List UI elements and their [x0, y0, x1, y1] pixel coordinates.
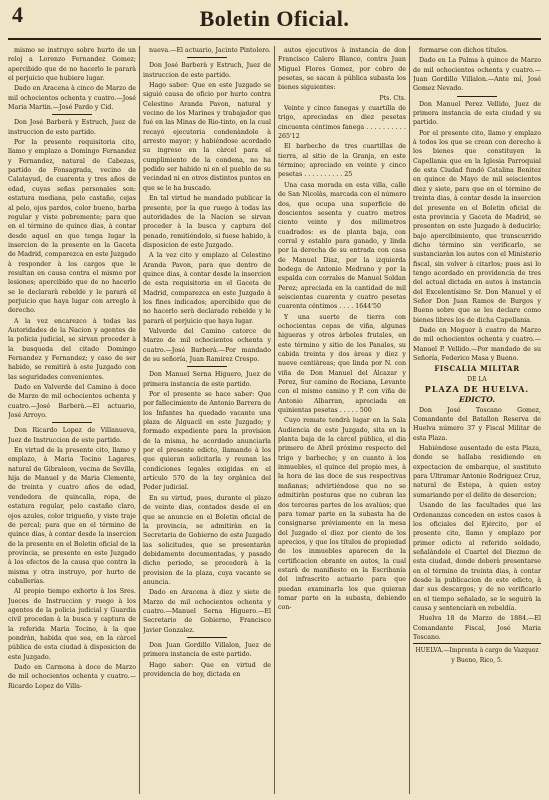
paragraph: Huelva 18 de Marzo de 1884.—El Comandante Fiscal, José Maria Toscano.	[413, 615, 541, 641]
divider	[187, 57, 227, 58]
divider	[187, 637, 227, 638]
notice-heading: Don Manuel Perez Vellido, Juez de primera instancia de esta ciudad y su partido.	[413, 100, 541, 127]
paragraph: Dado en Valverde del Camino à doce de Marzo de mil ochocientos ochenta y cuatro.—José Barberà.—El actuario, José Arroyo.	[8, 384, 136, 420]
notice-heading: Don Ricardo Lopez de Villanueva, Juez de Instruccion de este partido.	[8, 427, 136, 444]
section-place: PLAZA DE HUELVA.	[424, 384, 530, 395]
paragraph: En su virtud, pues, durante el plazo de veinte dias, contados desde el en que se anuncie en el Boletin oficial de la provincia, se admitiràn en la Secretaria de Gobierno de este Juzgado las solicitudes, que se presentaràn debidamente documentadas, y pasado dicho periodo, se procederà à la provision de la plaza, cuya vacante se anuncia.	[143, 494, 271, 586]
notice-heading: Don Manuel Serna Higuero, Juez de primera instancia de este partido.	[143, 371, 271, 388]
divider	[457, 96, 497, 97]
paragraph: A la vez encarezco à todas las Autoridades de la Nacion y agentes de la policia judicial, se sirvan proceder à la busqueda del citado Domingo Fernandez y Fernandez; y caso de ser habido, se remitirà à este Juzgado con las seguridades convenientes.	[8, 317, 136, 381]
paragraph: formarse con dichos títulos.	[419, 47, 509, 54]
page-number: 4	[12, 2, 23, 27]
paragraph: autos ejecutivos à instancia de don Francisco Calero Blanco, contra Juan Miguel Flores Gomez, por cobro de pesetas, se sacan à pública subasta los bienes siguientes:	[278, 47, 406, 92]
paragraph: Dado en Carmona à doce de Marzo de mil ochocientos ochenta y cuatro.—Ricardo Lopez de Villa-	[8, 664, 136, 690]
newspaper-title: Boletin Oficial.	[199, 6, 350, 31]
paragraph: Cuyo remate tendrà lugar en la Sala Audiencia de este Juzgado, sita en la planta baja de la càrcel pública, el dia primero de Abril próximo respecto del trigo y barbecho; y en cuanto à los inmuebles, el quince del propio mes, à la hora de las doce de sus respectivas mañanas; advirtiéndose que no se admitiràn posturas que no cubran las dos terceras partes de los avalúos; que para tomar parte en la subasta ha de consignarse préviamente en la mesa del Juzgado el diez por ciento de los aprecios, y que los títulos de propiedad de los inmuebles aparecen de la certificacion obrante en autos, la cual estarà de manifiesto en la Escribanía del infrascrito actuario para que puedan examinarla los que quieran tomar parte en la subasta, debiendo con-	[278, 417, 406, 612]
currency-header: Pts. Cts.	[379, 94, 406, 102]
section-title: FISCALIA MILITAR	[434, 364, 520, 374]
section-subtitle: DE LA	[467, 375, 487, 383]
paragraph: nueva.—El actuario, Jacinto Pintolero.	[149, 47, 271, 54]
text-column-3	[278, 46, 406, 794]
paragraph: Habiéndose ausentado de esta Plaza, donde se hallaba residiendo en expectacion de embarque, el sustituto para Ultramar Antonio Rodriguez Cruz, natural de Estepa, à quien estoy sumariando por el delito de desercion;	[413, 445, 541, 499]
divider	[187, 366, 227, 367]
auction-item: Veinte y cinco fanegas y cuartilla de trigo, apreciadas en diez pesetas cincuenta céntimos fanega . . . . . . . . . . 265'12	[278, 105, 406, 141]
paragraph: En virtud de la presente cito, llamo y emplazo, à Maria Tocino Lagares, natural de Gibraleon, vecina de Sevilla, hija de Manuel y de Maria Clemente, de treinta y cuatro años de edad, vendedora de quincalla, ropa, de estatura regular, pelo castaño claro, ojos azules, color trigueño, y viste traje de percal; para que en el término de quince dias, à contar desde la insercion de la presente en el Boletin oficial de la provincia, se presente en este Juzgado à los efectos de la causa que contra la misma y otra instruyo, por hurto de caballerías.	[8, 447, 136, 585]
auction-item: Y una suerte de tierra con ochocientas cepas de viña, algunas higueras y otros àrboles frutales, en este término y sitio de los Panales, su cabida treinta y dos àreas y diez y nueve centiàreas; que linda por N. con viña de Don Manuel del Àlcazar y Perez, Sur camino de Rociana, Levante con el mismo camino y P. con viña de Antonio Albarran, apreciada en quinientas pesetas . . . . . 500	[278, 313, 406, 415]
paragraph: Dado en Aracena à diez y siete de Marzo de mil ochocientos ochenta y cuatro.—Manuel Serna Higuero.—El Secretario de Gobierno, Francisco Javier Gonzalez.	[143, 589, 271, 634]
notice-heading: Don José Barberà y Estruch, Juez de instruccion de este partido.	[143, 62, 271, 79]
paragraph: Hago saber: Que en este Juzgado se siguió causa de oficio por hurto contra Celestino Aranda Pavon, natural y vecino de los Marines y trabajador que fué en las Minas de Rio-tinto, en la cual recayó ejecutoria condenàndole à arresto mayor; y habiéndose acordado su ingreso en la càrcel para el cumplimiento de la condena, no ha podido ser habido ni en el pueblo de su vecindad ni en otros distintos puntos en que se le ha buscado.	[143, 82, 271, 192]
paragraph: Por la presente requisitoria cito, llamo y emplazo a Domingo Fernandez y Fernandez, natural de Cabezas, partido de Fonsagrada, vecino de Calatayud, de cuarenta y tres años de edad, cuyas señas personales son: estatura mediana, pelo castaño, cejas al pelo, ojos pardos, color bueno, barba regular y viste pobremente; para que en el término de quince dias, à contar desde aquel en que tenga lugar la insercion de la presente en la Gaceta de Madrid, comparezca en este Juzgado à responder à los cargos que le resultan en causa contra el mismo por lesiones; apercibido que de no hacerlo se le declararà rebelde y le pararà el perjuicio que haya lugar con arreglo à derecho.	[8, 139, 136, 315]
paragraph: mismo se instruye sobre hurto de un reloj a Lorenzo Fernandez Gomez; apercibido que de no hacerlo le pararà el perjuicio que hubiere lugar.	[8, 47, 136, 83]
text-column-1	[8, 46, 136, 794]
paragraph: A la vez cito y emplazo al Celestino Aranda Pavon, para que dentro de quince dias, à contar desde la insercion de esta requisitoria en el Gaceta de Madrid, comparezca en este Juzgado à los fines indicados; apercibido que de no hacerlo serà declarado rebelde y le pararà el perjuicio que haya lugar.	[143, 252, 271, 325]
column-separator	[409, 46, 410, 794]
auction-item: Una casa morada en esta villa, calle de San Nicolàs, marcada con el número dos, que ocupa una superficie de doscientos sesenta y cuatro metros ciento veinte y dos milimetros cuadrados: es de planta baja, con corral y establo para ganado, y linda por la derecha de su entrada con casa de Manuel Diaz, por la izquierda bodega de Antonio Medrano y por la espalda con corrales de Manuel Soldan Perez; apreciada en la cantidad de mil seiscientas cuarenta y cuatro pesetas cuarenta céntimos . . . . 1644'50	[278, 181, 406, 311]
column-separator	[274, 46, 275, 794]
notice-heading: Don José Toscano Gomez, Comandante del Batallon Reserva de Huelva número 37 y Fiscal Militar de esta Plaza.	[413, 406, 541, 442]
notice-heading: Don José Barberà y Estruch, Juez de instruccion de este partido.	[8, 119, 136, 136]
divider	[52, 422, 92, 423]
paragraph: Por el presente se hace saber: Que por fallecimiento de Antonio Barrera de los Infantes ha quedado vacante una plaza de Alguacil en este Juzgado; y formado expediente para la provision de la misma, he acordado anunciarla por el presente edicto, llamando à los que quieran solicitarla y reunan las condiciones legales exigidas en el artículo 570 de la ley orgànica del Poder judicial.	[143, 391, 271, 492]
text-column-2	[143, 46, 271, 794]
paragraph: Dado en Moguer à cuatro de Marzo de mil ochocientos ochenta y cuatro.—Manuel P. Vellido.—Por mandado de su Señoría, Federico Masa y Bueno.	[413, 326, 541, 362]
printer-imprint: HUELVA.—Imprenta à cargo de Vazquez y Bueno, Rico, 5.	[413, 643, 541, 665]
notice-heading: Don Juan Gordillo Villalon, Juez de primera instancia de este partido.	[143, 641, 271, 659]
paragraph: Dado en Aracena à cinco de Marzo de mil ochocientos ochenta y cuatro.—José Maria Martin.—José Pardo y Cid.	[8, 85, 136, 112]
paragraph: Al propio tiempo exhorto à los Sres. Jueces de Instruccion y ruego à los agentes de la policia judicial y Guardia civil procedan à la busca y captura de la referida Maria Tocino, à la que pondràn, habida que sea, en la càrcel pública de esta ciudad à disposicion de este Juzgado.	[8, 588, 136, 661]
paragraph: Dado en La Palma à quince de Marzo de mil ochocientos ochenta y cuatro.—Juan Gordillo Villalon.—Ante mí, José Gomez Nevado.	[413, 57, 541, 93]
auction-item: El barbecho de tres cuartillas de tierra, al sitio de la Granja, en este término; apreciado en veinte y cinco pesetas . . . . . . . . . . 25	[278, 143, 406, 179]
column-separator	[139, 46, 140, 794]
paragraph: Hago saber: Que en virtud de providencia de hoy, dictada en	[143, 661, 271, 678]
page-header	[0, 0, 549, 44]
paragraph: Usando de las facultades que las Ordenanzas conceden en estos casos à los oficiales del Ejército, por el presente cito, llamo y emplazo por primer edicto al referido soldado, señalàndole el Cuartel del Diezmo de esta ciudad, donde deberà presentarse en el término de treinta dias, à contar desde la publicacion de este edicto, à dar sus descargos; y de no verificarlo en el tiempo señalado, se le seguirà la causa y sentenciarà en rebeldía.	[413, 502, 541, 612]
text-column-4	[413, 46, 541, 794]
divider	[52, 114, 92, 115]
paragraph: En tal virtud he mandado publicar la presente, por la que ruego à todas las autoridades de la Nacion se sirvan proceder à la busca y captura del penado, remitiéndolo, si fuese habido, à disposicion de este Juzgado.	[143, 195, 271, 249]
paragraph: Valverde del Camino catorce de Marzo de mil ochocientos ochenta y cuatro.—José Barberà.—Por mandado de su señoría, Juan Ramirez Crespo.	[143, 327, 271, 363]
edict-heading: EDICTO.	[459, 395, 495, 405]
header-rule	[8, 38, 541, 40]
paragraph: Por el presente cito, llamo y emplazo à todos los que se crean con derecho à los bienes que constituyen la Capellania que en la Iglesia Parroquial de esta Ciudad fundó Catalina Benitez en quince de Mayo de mil seiscientos diez y siete, para que en el término de treinta dias, à contar desde la insercion del presente en el Boletin oficial de esta provincia y Gaceta de Madrid, se presenten en este Juzgado à deducirlo; bajo apercibimiento, que transcurrido dicho término sin verificarlo, se sustanciaràn los autos con el Ministerio fiscal, sin volver à citarlos; pues asi lo tengo acordado en providencia de tres del actual dictada en autos à instancia del Excelentísimo Sr. Don Manuel y el Señor Don Juan Ramos de Burgos y Bueno sobre que se les declare como bienes libres los de dicha Capellania.	[413, 129, 541, 324]
